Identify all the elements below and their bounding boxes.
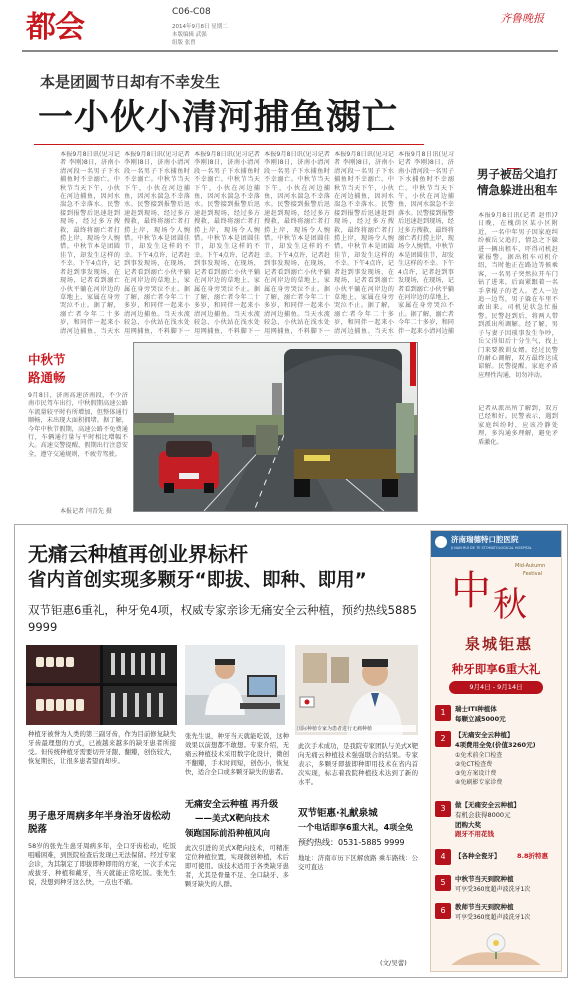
gift-badge: 5: [435, 875, 451, 891]
gift-badge: 2: [435, 731, 451, 747]
date-pill: 9月4日 - 9月14日: [449, 681, 543, 694]
festival-en-2: Festival: [523, 571, 543, 577]
ad-promo-line: 一个电话即享6重大礼，4项全免: [298, 823, 414, 832]
lead-headline: 一小伙小清河捕鱼溺亡: [38, 98, 399, 138]
traffic-photo: [133, 342, 418, 512]
hospital-name: 济南瑞德特口腔医院: [451, 535, 519, 544]
ad-case-body: 58岁的张先生患牙周病多年，全口牙齿松动，吃饭咀嚼困难，到医院检查后发现已无法保留。经过专家会诊，为其制定了即拔即种即用的方案，一次手术完成拔牙、种植和戴牙，当天就能正常吃饭。张先生说，没想到种牙这么快，一点也不痛。: [28, 842, 176, 886]
festival-char-1: 中: [451, 568, 491, 614]
lead-kicker: 本是团圆节日却有不幸发生: [40, 73, 221, 91]
ad-mid-body-2: 此次引进的美式X靶向技术，可精准定位种植位置，实现微创种植，术后即可使用。该技术适用于各类缺牙患者，尤其是骨量不足、全口缺牙、多颗牙缺失的人群。: [185, 844, 289, 888]
side-body: 本报9月8日讯(记者 赵伟)7日晚，在槐荫区某小区附近，一名中年男子因家庭纠纷被岳父追打，情急之下躲进一辆出租车，吓得司机赶紧报警。据出租车司机介绍，当时他正在路边等候乘客，一名男子突然拉开车门钻了进来，后面紧跟着一名手拿棍子的老人。老人一边追一边骂，男子躲在车里不敢出来。司机见状急忙报警。民警赶到后，将两人带到派出所调解。经了解，男子与妻子因琐事发生争吵，岳父得知后十分生气，找上门来要教训女婿。经过民警的耐心调解，双方最终达成谅解。民警提醒，家庭矛盾应理性沟通，切勿冲动。: [478, 212, 558, 379]
gift-row-2: [435, 729, 557, 789]
ad-tagline: (文/吴蕾): [380, 959, 407, 967]
gift-title: 瑞士ITI种植体: [455, 705, 497, 713]
gift-sub-item: ②免CT检查费: [455, 761, 493, 768]
gift-row-1: [435, 703, 557, 725]
ad-right-body: 此次手术成功，是我院专家团队与美式X靶向无痛云种植技术强强联合的结果。专家表示，多颗牙即拔即种即用技术在省内首次实现，标志着我院种植技术达到了新的水平。: [298, 742, 418, 786]
masthead: [0, 0, 580, 46]
ad-mid-body: 张先生说，种牙当天就能吃饭，这种效果以前想都不敢想。专家介绍，无痛云种植技术采用数字化设计，微创不翻瓣，手术时间短，创伤小，恢复快，适合全口或多颗牙缺失的患者。: [185, 732, 289, 776]
gift-title: 做【无痛安全云种植】: [455, 801, 520, 809]
lead-body-col-4: 本报9月8日讯(见习记者 李刚)8日，济南小清河段一名男子下水捕鱼时不幸溺亡。中秋节当天下午，小伙在河边捕鱼，因河水湍急不幸落水。民警接到报警后迅速赶到现场，经过多方搜救，最终将溺亡者打捞上岸，现场令人惋惜。中秋节本是团圆佳节，却发生这样的不幸。下午4点许，记者赶到事发现场，在现场，记者看到溺亡小伙平躺在河岸边的草地上，家属在身旁哭泣不止。据了解，溺亡者今年二十多岁，和同伴一起来小清河边捕鱼。当天水流较急，小伙站在浅水处用网捕鱼，不料脚下一: [264, 151, 330, 335]
section-title: 都会: [26, 10, 84, 45]
editor-line: 本版编辑 武强: [172, 32, 207, 38]
lead-body-col-6: 本报9月8日讯(见习记者 李刚)8日，济南小清河段一名男子下水捕鱼时不幸溺亡。中秋节当天下午，小伙在河边捕鱼，因河水湍急不幸落水。民警接到报警后迅速赶到现场，经过多方搜救，最终将溺亡者打捞上岸，现场令人惋惜。中秋节本是团圆佳节，却发生这样的不幸。下午4点许，记者赶到事发现场，在现场，记者看到溺亡小伙平躺在河岸边的草地上，家属在身旁哭泣不止。据了解，溺亡者今年二十多岁，和同伴一起来小清河边捕: [398, 151, 454, 335]
traffic-headline-2: 路通畅: [28, 370, 66, 385]
gift-badge: 3: [435, 801, 451, 817]
gift-row-6: [435, 901, 557, 925]
expert-caption: 国际种植专家为患者进行无痛种植: [297, 725, 416, 732]
side-headline-1: 男子被岳父追打: [477, 167, 558, 181]
traffic-byline: 本报记者 闫青先 摄: [60, 508, 112, 515]
ad-mid-title-3: 领跑国际前沿种植风向: [185, 829, 271, 839]
gift-title: 【各种全瓷牙】: [455, 852, 501, 860]
right-edge-red-bar: [410, 342, 416, 386]
gift-badge: 6: [435, 903, 451, 919]
ad-mid-title: 无痛安全云种植 再升级: [185, 800, 279, 810]
gift-extra: 团购大奖: [455, 821, 481, 829]
ad-promo-hotline[interactable]: 预约热线：0531-5885 9999: [298, 838, 405, 847]
lead-body-col-5: 本报9月8日讯(见习记者 李刚)8日，济南小清河段一名男子下水捕鱼时不幸溺亡。中秋节当天下午，小伙在河边捕鱼，因河水湍急不幸落水。民警接到报警后迅速赶到现场，经过多方搜救，最终将溺亡者打捞上岸，现场令人惋惜。中秋节本是团圆佳节，却发生这样的不幸。下午4点许，记者赶到事发现场，在现场，记者看到溺亡小伙平躺在河岸边的草地上，家属在身旁哭泣不止。据了解，溺亡者今年二十多岁，和同伴一起来小清河边捕鱼。当天水: [334, 151, 394, 335]
ad-case-title: 男子患牙周病多年半身治牙齿松动脱落: [28, 811, 171, 835]
gift-desc: 有机会获得8000元: [455, 811, 511, 819]
lead-body-col-1: 本报9月8日讯(见习记者 李刚)8日，济南小清河段一名男子下水捕鱼时不幸溺亡。中秋节当天下午，小伙在河边捕鱼，因河水湍急不幸落水。民警接到报警后迅速赶到现场，经过多方搜救，最终将溺亡者打捞上岸，现场令人惋惜。中秋节本是团圆佳节，却发生这样的不幸。下午4点许，记者赶到事发现场，在现场，记者看到溺亡小伙平躺在河岸边的草地上，家属在身旁哭泣不止。据了解，溺亡者今年二十多岁，和同伴一起来小清河边捕鱼。当天水: [60, 151, 120, 335]
lead-body-col-3: 本报9月8日讯(见习记者 李刚)8日，济南小清河段一名男子下水捕鱼时不幸溺亡。中秋节当天下午，小伙在河边捕鱼，因河水湍急不幸落水。民警接到报警后迅速赶到现场，经过多方搜救，最终将溺亡者打捞上岸，现场令人惋惜。中秋节本是团圆佳节，却发生这样的不幸。下午4点许，记者赶到事发现场，在现场，记者看到溺亡小伙平躺在河岸边的草地上，家属在身旁哭泣不止。据了解，溺亡者今年二十多岁，和同伴一起来小清河边捕鱼。当天水流较急，小伙站在浅水处用网捕鱼，不料脚下一: [194, 151, 260, 335]
traffic-body: 9月8日，济南高速济南段，不少济南市民驾车出行，中秋假期高速公路车流量较平时有所增加，但整体通行顺畅，未出现大面积拥堵。据了解，今年中秋节假期，高速公路不免费通行，车辆通行量与平时相比增幅不大。高速交警提醒，假期出行注意安全，遵守交通规则，不疲劳驾驶。: [28, 392, 128, 458]
side-headline-2: 情急躲进出租车: [477, 183, 558, 197]
hand-flower-illustration: [441, 929, 551, 967]
ad-intro: 种植牙被誉为人类的第三副牙齿，作为目前修复缺失牙齿最理想的方式，已被越来越多的缺牙患者所接受。但传统种植牙需要切开牙龈、翻瓣，创伤较大，恢复期长，让很多患者望而却步。: [28, 730, 176, 765]
gift-sub-item: ①免术前全口检查: [455, 752, 503, 759]
hospital-header: [431, 531, 561, 557]
ad-subline: 双节钜惠6重礼，种牙免4项，权威专家亲诊无痛安全云种植，预约热线5885 9999: [28, 603, 417, 634]
gift-title: 教师节当天到院种植: [455, 903, 514, 911]
gift-desc: 8.8折特惠: [517, 852, 549, 860]
lead-rule: [34, 144, 424, 145]
festival-en-1: Mid-Autumn: [515, 563, 546, 569]
designer-line: 组版 张曾: [172, 40, 196, 46]
ad-address: 地址：济南市历下区解放路 乘车路线：公交可直达: [298, 854, 418, 871]
expert-portrait-photo: [295, 645, 418, 735]
masthead-rule: [22, 50, 558, 52]
gift-sub-item: ③免方案设计费: [455, 770, 497, 777]
traffic-headline-1: 中秋节: [28, 352, 66, 367]
teeth-xray-photo: [26, 645, 177, 725]
hospital-name-en: JI NAN RUI DE TE STOMATOLOGICAL HOSPITAL: [451, 546, 532, 550]
festival-char-2: 秋: [493, 585, 527, 625]
big-gift-banner: 种牙即享6重大礼: [451, 662, 541, 676]
gift-row-3: [435, 799, 557, 839]
ad-promo-title: 双节钜惠·礼献泉城: [298, 808, 378, 819]
gift-desc: 每颗立减5000元: [455, 715, 506, 723]
highway-truck-photo: [134, 343, 417, 511]
lead-body-col-2: 本报9月8日讯(见习记者 李刚)8日，济南小清河段一名男子下水捕鱼时不幸溺亡。中秋节当天下午，小伙在河边捕鱼，因河水湍急不幸落水。民警接到报警后迅速赶到现场，经过多方搜救，最终将溺亡者打捞上岸，现场令人惋惜。中秋节本是团圆佳节，却发生这样的不幸。下午4点许，记者赶到事发现场，在现场，记者看到溺亡小伙平躺在河岸边的草地上，家属在身旁哭泣不止。据了解，溺亡者今年二十多岁，和同伴一起来小清河边捕鱼。当天水流较急，小伙站在浅水处用网捕鱼，不料脚下一: [124, 151, 190, 335]
gift-extra-2: 跟牙不用花钱: [455, 830, 494, 838]
gift-title: 【无痛安全云种植】: [455, 731, 514, 739]
gift-row-5: [435, 873, 557, 897]
page-range: C06-C08: [172, 7, 211, 17]
ad-mid-title-2: ——美式X靶向技术: [195, 814, 270, 824]
ad-headline-2: 省内首创实现多颗牙“即拔、即种、即用”: [28, 570, 367, 591]
promo-sidebar: [430, 530, 562, 972]
paper-logo: 齐鲁晚报: [500, 12, 544, 25]
gift-badge: 1: [435, 705, 451, 721]
gift-badge: 4: [435, 849, 451, 865]
gift-desc: 可享受360度超声波洗牙1次: [455, 914, 531, 921]
side-body-2: 记者从派出所了解到，双方已经和好。民警表示，遇到家庭纠纷时，应该冷静处理，多沟通多理解，避免矛盾激化。: [478, 405, 558, 446]
festival-subtitle: 泉城钜惠: [465, 635, 534, 653]
tooth-logo-icon: [435, 536, 447, 548]
date-line: 2014年9月8日 星期二: [172, 24, 228, 30]
gift-desc: 可享受360度超声波洗牙1次: [455, 886, 531, 893]
gift-row-4: [435, 847, 557, 867]
dentist-computer-photo: [185, 645, 285, 725]
gift-sub-item: ④免刷影专家诊费: [455, 779, 503, 786]
ad-headline-1: 无痛云种植再创业界标杆: [28, 542, 248, 566]
gift-desc: 4项费用全免(价值3260元): [455, 741, 536, 749]
gift-title: 中秋节当天到院种植: [455, 875, 514, 883]
